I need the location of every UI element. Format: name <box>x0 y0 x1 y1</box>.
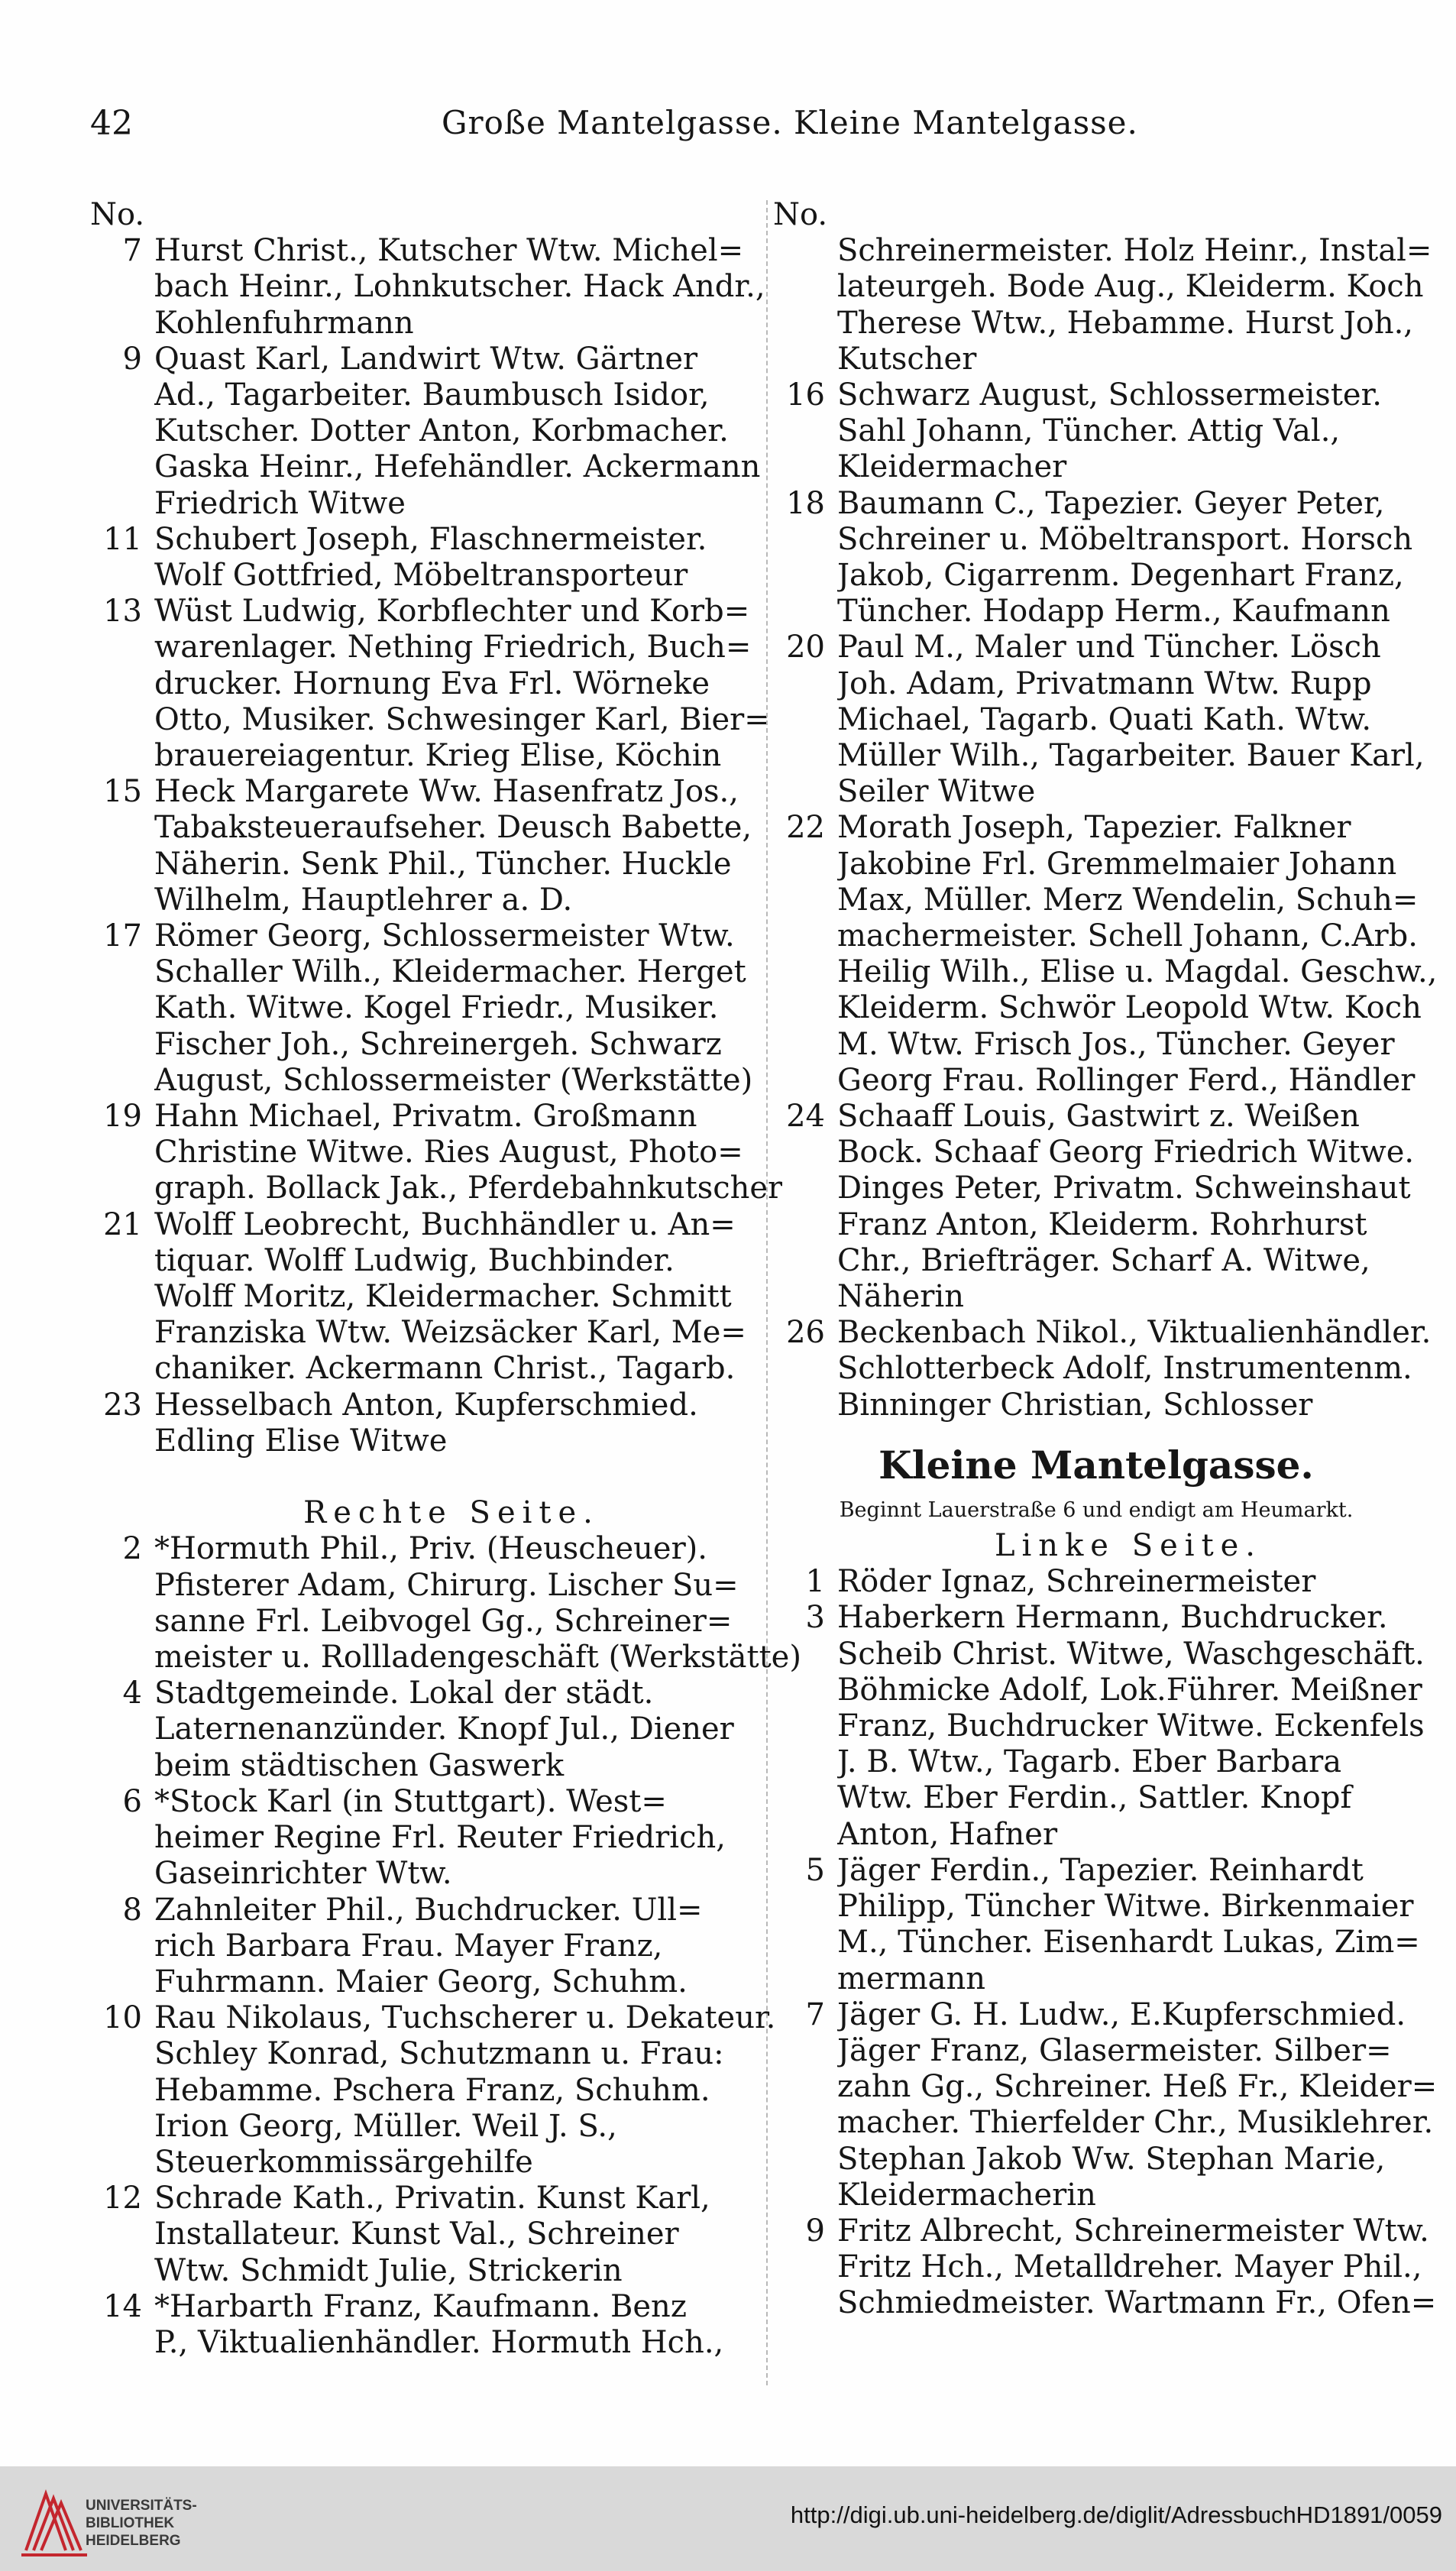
entry-line: Bock. Schaaf Georg Friedrich Witwe. <box>837 1135 1415 1171</box>
directory-entry <box>90 1099 783 1207</box>
directory-entry <box>773 810 1438 1099</box>
directory-entry <box>90 594 770 774</box>
entry-line: Fuhrmann. Maier Georg, Schuhm. <box>154 1964 688 1999</box>
entry-line: Böhmicke Adolf, Lok.Führer. Meißner <box>837 1672 1422 1708</box>
entry-line: Kohlenfuhrmann <box>154 305 414 341</box>
entry-line: Kleidermacher <box>837 449 1067 485</box>
entry-line: Stephan Jakob Ww. Stephan Marie, <box>837 2141 1386 2177</box>
entry-line: Schreiner u. Möbeltransport. Horsch <box>837 521 1413 557</box>
entry-line: Franziska Wtw. Weizsäcker Karl, Me= <box>154 1315 746 1351</box>
entry-line: Michael, Tagarb. Quati Kath. Wtw. <box>837 701 1372 737</box>
directory-entry <box>773 630 1425 810</box>
entry-line: Baumann C., Tapezier. Geyer Peter, <box>837 485 1385 521</box>
directory-entry <box>773 1564 1419 1600</box>
right-column <box>773 197 1438 2322</box>
entry-line: Hesselbach Anton, Kupferschmied. <box>154 1387 698 1423</box>
right-entries-bottom <box>773 1564 1438 2321</box>
entry-line: Kutscher. Dotter Anton, Korbmacher. <box>154 413 729 449</box>
entry-line: Heilig Wilh., Elise u. Magdal. Geschw., <box>837 954 1438 990</box>
house-number: 5 <box>805 1852 825 1888</box>
library-logo-text <box>86 2497 197 2550</box>
entry-line: Gaseinrichter Wtw. <box>154 1856 452 1892</box>
directory-entry <box>773 1315 1432 1423</box>
source-url-link[interactable]: http://digi.ub.uni-heidelberg.de/diglit/AdressbuchHD1891/0059 <box>790 2501 1442 2528</box>
entry-text <box>154 1099 782 1207</box>
directory-entry <box>773 2213 1437 2322</box>
entry-text <box>154 594 770 774</box>
entry-text <box>837 1853 1420 1997</box>
entry-line: Fritz Hch., Metalldreher. Mayer Phil., <box>837 2249 1422 2285</box>
entry-line: Haberkern Hermann, Buchdrucker. <box>837 1600 1388 1636</box>
house-number: 10 <box>103 2000 142 2036</box>
street-title: Kleine Mantelgasse. <box>878 1442 1314 1488</box>
entry-line: Kleiderm. Schwör Leopold Wtw. Koch <box>837 990 1422 1026</box>
house-number <box>773 233 837 377</box>
house-number: 20 <box>786 630 825 665</box>
entry-line: August, Schlossermeister (Werkstätte) <box>154 1062 753 1098</box>
entry-line: Christine Witwe. Ries August, Photo= <box>154 1135 743 1171</box>
left-entries-top <box>90 233 783 1459</box>
directory-entry <box>90 2181 749 2289</box>
directory-entry <box>773 233 1432 377</box>
entry-line: Edling Elise Witwe <box>154 1423 448 1459</box>
house-number: 3 <box>805 1600 825 1636</box>
spacer <box>773 1423 1419 1439</box>
entry-line: zahn Gg., Schreiner. Heß Fr., Kleider= <box>837 2069 1438 2105</box>
section-heading-right-side: Rechte Seite. <box>303 1495 600 1531</box>
house-number: 6 <box>122 1783 142 1819</box>
entry-line: sanne Frl. Leibvogel Gg., Schreiner= <box>154 1603 733 1639</box>
entry-line: lateurgeh. Bode Aug., Kleiderm. Koch <box>837 269 1424 305</box>
house-number: 9 <box>805 2213 825 2249</box>
entry-line: Schmiedmeister. Wartmann Fr., Ofen= <box>837 2285 1437 2321</box>
house-number: 21 <box>103 1206 142 1242</box>
entry-line: graph. Bollack Jak., Pferdebahnkutscher <box>154 1171 783 1206</box>
section-heading-left-side: Linke Seite. <box>994 1528 1263 1564</box>
entry-line: Schlotterbeck Adolf, Instrumentenm. <box>837 1351 1412 1387</box>
entry-line: tiquar. Wolff Ludwig, Buchbinder. <box>154 1242 675 1278</box>
right-entries-top <box>773 233 1438 1423</box>
directory-entry <box>773 1099 1419 1315</box>
entry-line: Beckenbach Nikol., Viktualienhändler. <box>837 1315 1432 1351</box>
directory-entry <box>90 1387 749 1459</box>
entry-text <box>837 486 1419 630</box>
directory-entry <box>773 1600 1425 1852</box>
entry-text <box>837 1564 1419 1600</box>
directory-entry <box>90 1676 749 1784</box>
entry-line: Schwarz August, Schlossermeister. <box>837 377 1383 413</box>
entry-text <box>837 630 1425 810</box>
entry-text <box>154 1784 749 1893</box>
entry-text <box>837 1600 1425 1852</box>
entry-line: Philipp, Tüncher Witwe. Birkenmaier <box>837 1889 1414 1925</box>
entry-line: Otto, Musiker. Schwesinger Karl, Bier= <box>154 701 770 737</box>
directory-entry <box>90 774 752 918</box>
logo-line: HEIDELBERG <box>86 2533 181 2549</box>
entry-line: Schrade Kath., Privatin. Kunst Karl, <box>154 2181 710 2216</box>
entry-line: Kleidermacherin <box>837 2177 1096 2213</box>
house-number: 22 <box>786 810 825 846</box>
entry-line: Wolf Gottfried, Möbeltransporteur <box>154 558 688 594</box>
entry-line: chaniker. Ackermann Christ., Tagarb. <box>154 1351 736 1387</box>
entry-line: Heck Margarete Ww. Hasenfratz Jos., <box>154 774 739 810</box>
house-number: 4 <box>122 1676 142 1711</box>
house-number: 17 <box>103 918 142 954</box>
entry-line: Fischer Joh., Schreinergeh. Schwarz <box>154 1026 722 1062</box>
entry-line: Röder Ignaz, Schreinermeister <box>837 1564 1316 1600</box>
entry-text <box>154 2289 749 2361</box>
entry-text <box>154 1531 801 1676</box>
entry-line: Schubert Joseph, Flaschnermeister. <box>154 521 707 557</box>
entry-text <box>154 1893 749 2001</box>
entry-line: Kath. Witwe. Kogel Friedr., Musiker. <box>154 990 719 1026</box>
entry-line: Wilhelm, Hauptlehrer a. D. <box>154 882 573 918</box>
directory-entry <box>90 2289 749 2361</box>
entry-line: Wtw. Schmidt Julie, Strickerin <box>154 2252 623 2288</box>
entry-text <box>154 1676 749 1784</box>
entry-text <box>837 810 1437 1099</box>
directory-entry <box>773 486 1419 630</box>
entry-text <box>154 522 749 594</box>
entry-text <box>837 377 1419 486</box>
library-logo-icon <box>17 2475 96 2564</box>
entry-line: meister u. Rollladengeschäft (Werkstätte) <box>154 1640 801 1676</box>
spacer <box>90 1459 749 1495</box>
entry-text <box>154 918 752 1099</box>
directory-entry <box>90 1893 749 2001</box>
column-divider <box>766 200 768 2385</box>
entry-line: Gaska Heinr., Hefehändler. Ackermann <box>154 449 761 485</box>
house-number: 26 <box>786 1315 825 1351</box>
entry-text <box>837 2213 1436 2322</box>
entry-line: Wolff Moritz, Kleidermacher. Schmitt <box>154 1279 732 1315</box>
logo-line: BIBLIOTHEK <box>86 2515 175 2531</box>
entry-line: Franz, Buchdrucker Witwe. Eckenfels <box>837 1708 1425 1744</box>
house-number: 13 <box>103 594 142 630</box>
entry-line: Quast Karl, Landwirt Wtw. Gärtner <box>154 341 698 377</box>
entry-text <box>837 1997 1437 2213</box>
entry-line: *Stock Karl (in Stuttgart). West= <box>154 1783 667 1819</box>
entry-line: warenlager. Nething Friedrich, Buch= <box>154 630 752 665</box>
entry-line: Jakobine Frl. Gremmelmaier Johann <box>837 846 1397 882</box>
entry-line: Schreinermeister. Holz Heinr., Instal= <box>837 233 1432 269</box>
street-note: Beginnt Lauerstraße 6 und endigt am Heumarkt. <box>839 1498 1354 1522</box>
directory-entry <box>90 1207 749 1387</box>
house-number: 7 <box>122 233 142 269</box>
entry-line: drucker. Hornung Eva Frl. Wörneke <box>154 665 710 701</box>
entry-line: Steuerkommissärgehilfe <box>154 2144 533 2180</box>
directory-entry <box>90 522 749 594</box>
entry-line: Müller Wilh., Tagarbeiter. Bauer Karl, <box>837 738 1425 774</box>
entry-line: Chr., Briefträger. Scharf A. Witwe, <box>837 1242 1370 1278</box>
house-number: 7 <box>805 1996 825 2032</box>
directory-entry <box>90 918 753 1099</box>
entry-line: Wüst Ludwig, Korbflechter und Korb= <box>154 594 750 630</box>
entry-line: J. B. Wtw., Tagarb. Eber Barbara <box>837 1744 1342 1780</box>
house-number: 2 <box>122 1531 142 1567</box>
logo-line: UNIVERSITÄTS- <box>86 2498 197 2514</box>
directory-entry <box>773 1853 1419 1997</box>
entry-line: Tüncher. Hodapp Herm., Kaufmann <box>837 594 1390 630</box>
entry-line: Joh. Adam, Privatmann Wtw. Rupp <box>837 665 1372 701</box>
entry-line: Georg Frau. Rollinger Ferd., Händler <box>837 1062 1416 1098</box>
entry-line: Hebamme. Pschera Franz, Schuhm. <box>154 2072 710 2108</box>
directory-entry <box>90 233 765 342</box>
entry-line: Franz Anton, Kleiderm. Rohrhurst <box>837 1206 1367 1242</box>
entry-line: machermeister. Schell Johann, C.Arb. <box>837 918 1418 954</box>
entry-line: bach Heinr., Lohnkutscher. Hack Andr., <box>154 269 765 305</box>
entry-text <box>154 2000 775 2181</box>
entry-line: Schaller Wilh., Kleidermacher. Herget <box>154 954 746 990</box>
house-number: 23 <box>103 1387 142 1423</box>
entry-line: *Harbarth Franz, Kaufmann. Benz <box>154 2288 687 2324</box>
directory-entry <box>90 341 761 522</box>
entry-line: Näherin. Senk Phil., Tüncher. Huckle <box>154 846 732 882</box>
entry-line: Pfisterer Adam, Chirurg. Lischer Su= <box>154 1567 739 1603</box>
house-number: 16 <box>786 377 825 413</box>
entry-line: Paul M., Maler und Tüncher. Lösch <box>837 630 1381 665</box>
running-head: Große Mantelgasse. Kleine Mantelgasse. <box>442 104 1138 141</box>
entry-line: Schaaff Louis, Gastwirt z. Weißen <box>837 1099 1360 1135</box>
entry-line: Jäger G. H. Ludw., E.Kupferschmied. <box>837 1996 1406 2032</box>
house-number: 19 <box>103 1099 142 1135</box>
entry-line: Stadtgemeinde. Lokal der städt. <box>154 1676 654 1711</box>
entry-line: Wtw. Eber Ferdin., Sattler. Knopf <box>837 1780 1352 1816</box>
entry-line: Jäger Franz, Glasermeister. Silber= <box>837 2032 1392 2068</box>
entry-text <box>154 342 760 522</box>
entry-text <box>837 233 1432 377</box>
entry-line: Scheib Christ. Witwe, Waschgeschäft. <box>837 1636 1425 1672</box>
entry-text <box>154 233 765 342</box>
entry-line: mermann <box>837 1961 986 1996</box>
house-number: 8 <box>122 1892 142 1928</box>
entry-line: Seiler Witwe <box>837 774 1036 810</box>
entry-line: Ad., Tagarbeiter. Baumbusch Isidor, <box>154 377 710 413</box>
entry-line: Friedrich Witwe <box>154 485 406 521</box>
column-heading: No. <box>773 197 828 232</box>
entry-line: Rau Nikolaus, Tuchscherer u. Dekateur. <box>154 2000 776 2036</box>
house-number: 18 <box>786 485 825 521</box>
entry-line: Jakob, Cigarrenm. Degenhart Franz, <box>837 558 1404 594</box>
entry-line: heimer Regine Frl. Reuter Friedrich, <box>154 1820 726 1856</box>
entry-line: Dinges Peter, Privatm. Schweinshaut <box>837 1171 1411 1206</box>
entry-line: Kutscher <box>837 341 977 377</box>
entry-line: M., Tüncher. Eisenhardt Lukas, Zim= <box>837 1925 1420 1961</box>
entry-line: Anton, Hafner <box>837 1816 1058 1852</box>
entry-line: Schley Konrad, Schutzmann u. Frau: <box>154 2036 724 2072</box>
entry-line: macher. Thierfelder Chr., Musiklehrer. <box>837 2105 1434 2141</box>
entry-line: Zahnleiter Phil., Buchdrucker. Ull= <box>154 1892 703 1928</box>
entry-line: beim städtischen Gaswerk <box>154 1747 565 1783</box>
house-number: 11 <box>103 521 142 557</box>
entry-text <box>837 1315 1431 1423</box>
left-column <box>90 197 801 2361</box>
entry-line: brauereiagentur. Krieg Elise, Köchin <box>154 738 722 774</box>
house-number: 1 <box>805 1564 825 1600</box>
directory-entry <box>90 1784 749 1893</box>
house-number: 24 <box>786 1099 825 1135</box>
entry-line: Hurst Christ., Kutscher Wtw. Michel= <box>154 233 744 269</box>
entry-line: M. Wtw. Frisch Jos., Tüncher. Geyer <box>837 1026 1395 1062</box>
entry-line: Therese Wtw., Hebamme. Hurst Joh., <box>837 305 1414 341</box>
entry-text <box>154 2181 749 2289</box>
entry-line: Installateur. Kunst Val., Schreiner <box>154 2216 679 2252</box>
entry-line: Fritz Albrecht, Schreinermeister Wtw. <box>837 2213 1429 2249</box>
entry-line: Hahn Michael, Privatm. Großmann <box>154 1099 697 1135</box>
entry-line: Binninger Christian, Schlosser <box>837 1387 1313 1423</box>
entry-line: Römer Georg, Schlossermeister Wtw. <box>154 918 735 954</box>
entry-line: Sahl Johann, Tüncher. Attig Val., <box>837 413 1341 449</box>
column-heading: No. <box>90 197 145 232</box>
directory-entry <box>773 1996 1438 2213</box>
entry-text <box>154 1387 749 1459</box>
entry-line: Irion Georg, Müller. Weil J. S., <box>154 2108 617 2144</box>
entry-line: Wolff Leobrecht, Buchhändler u. An= <box>154 1206 736 1242</box>
entry-line: Näherin <box>837 1279 964 1315</box>
entry-line: Max, Müller. Merz Wendelin, Schuh= <box>837 882 1419 918</box>
entry-line: Tabaksteueraufseher. Deusch Babette, <box>154 810 752 846</box>
house-number: 15 <box>103 774 142 810</box>
entry-line: Laternenanzünder. Knopf Jul., Diener <box>154 1711 734 1747</box>
house-number: 9 <box>122 341 142 377</box>
entry-text <box>154 774 752 918</box>
directory-entry <box>90 1531 801 1676</box>
entry-line: *Hormuth Phil., Priv. (Heuscheuer). <box>154 1531 708 1567</box>
house-number: 14 <box>103 2288 142 2324</box>
page-number: 42 <box>90 104 133 143</box>
directory-entry <box>773 377 1419 486</box>
entry-text <box>154 1207 749 1387</box>
entry-line: P., Viktualienhändler. Hormuth Hch., <box>154 2324 724 2360</box>
entry-text <box>837 1099 1419 1315</box>
entry-line: Morath Joseph, Tapezier. Falkner <box>837 810 1351 846</box>
entry-line: Jäger Ferdin., Tapezier. Reinhardt <box>837 1852 1364 1888</box>
left-entries-bottom <box>90 1531 801 2361</box>
house-number: 12 <box>103 2181 142 2216</box>
directory-entry <box>90 2000 776 2181</box>
entry-line: rich Barbara Frau. Mayer Franz, <box>154 1928 663 1964</box>
